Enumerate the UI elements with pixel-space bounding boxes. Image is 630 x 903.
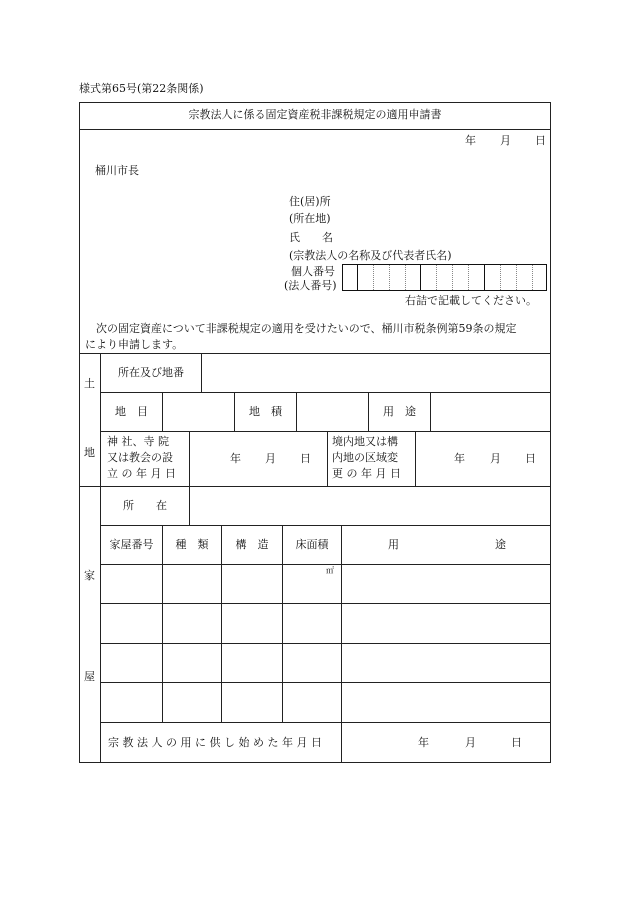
- personal-number-label: 個人番号: [291, 265, 335, 278]
- name-label: 氏 名: [289, 231, 333, 244]
- land-use-input[interactable]: [431, 393, 550, 431]
- usage-date-year: 年: [418, 736, 429, 749]
- land-area-label: 地 積: [249, 405, 282, 418]
- shrine-label-line2: 又は教会の設: [107, 451, 173, 464]
- form-number: 様式第65号(第22条関係): [79, 82, 204, 95]
- location-label: (所在地): [289, 212, 331, 225]
- usage-date-month: 月: [465, 736, 476, 749]
- corp-name-label: (宗教法人の名称及び代表者氏名): [289, 249, 452, 262]
- col-house-number: 家屋番号: [109, 538, 154, 551]
- number-note: 右詰で記載してください。: [405, 294, 537, 307]
- shrine-label-line1: 神 社、寺 院: [107, 435, 169, 448]
- col-use-2: 途: [495, 538, 506, 551]
- precinct-date-month: 月: [490, 452, 501, 465]
- house-row[interactable]: [101, 565, 550, 603]
- date-day: 日: [535, 134, 546, 147]
- land-section-top-char: 土: [84, 377, 95, 390]
- precinct-date-year: 年: [454, 452, 465, 465]
- house-row[interactable]: [101, 604, 550, 643]
- precinct-label-line2: 内地の区域変: [332, 451, 398, 464]
- land-location-input[interactable]: [202, 354, 550, 392]
- shrine-label-line3: 立 の 年 月 日: [107, 467, 176, 480]
- land-area-input[interactable]: [297, 393, 368, 431]
- statement-line2: により申請します。: [85, 338, 184, 351]
- date-year: 年: [465, 134, 476, 147]
- precinct-label-line1: 境内地又は構: [332, 435, 398, 448]
- shrine-date-day: 日: [300, 452, 311, 465]
- area-unit: ㎡: [326, 566, 334, 575]
- house-section-bottom-char: 屋: [84, 670, 95, 683]
- col-use-1: 用: [388, 538, 399, 551]
- address-label: 住(居)所: [289, 195, 331, 208]
- land-location-label: 所在及び地番: [118, 366, 184, 379]
- house-location-label: 所 在: [123, 499, 167, 512]
- col-structure: 構 造: [235, 538, 269, 551]
- date-month: 月: [500, 134, 511, 147]
- usage-date-day: 日: [511, 736, 522, 749]
- house-row[interactable]: [101, 644, 550, 682]
- shrine-date-year: 年: [230, 452, 241, 465]
- house-row[interactable]: [101, 683, 550, 722]
- col-floor-area: 床面積: [295, 538, 329, 551]
- precinct-label-line3: 更 の 年 月 日: [332, 467, 401, 480]
- land-category-input[interactable]: [163, 393, 234, 431]
- col-kind: 種 類: [175, 538, 209, 551]
- form-title: 宗教法人に係る固定資産税非課税規定の適用申請書: [188, 108, 442, 121]
- land-use-label: 用 途: [383, 405, 416, 418]
- shrine-date-month: 月: [265, 452, 276, 465]
- statement-line1: 次の固定資産について非課税規定の適用を受けたいので、桶川市税条例第59条の規定: [85, 322, 517, 335]
- corporate-number-label: (法人番号): [284, 279, 337, 292]
- precinct-date-day: 日: [525, 452, 536, 465]
- addressee: 桶川市長: [95, 164, 139, 177]
- usage-start-label: 宗 教 法 人 の 用 に 供 し 始 め た 年 月 日: [108, 736, 322, 749]
- house-section-top-char: 家: [84, 569, 95, 582]
- land-category-label: 地 目: [115, 405, 148, 418]
- house-location-input[interactable]: [190, 487, 550, 525]
- land-section-bottom-char: 地: [84, 446, 95, 459]
